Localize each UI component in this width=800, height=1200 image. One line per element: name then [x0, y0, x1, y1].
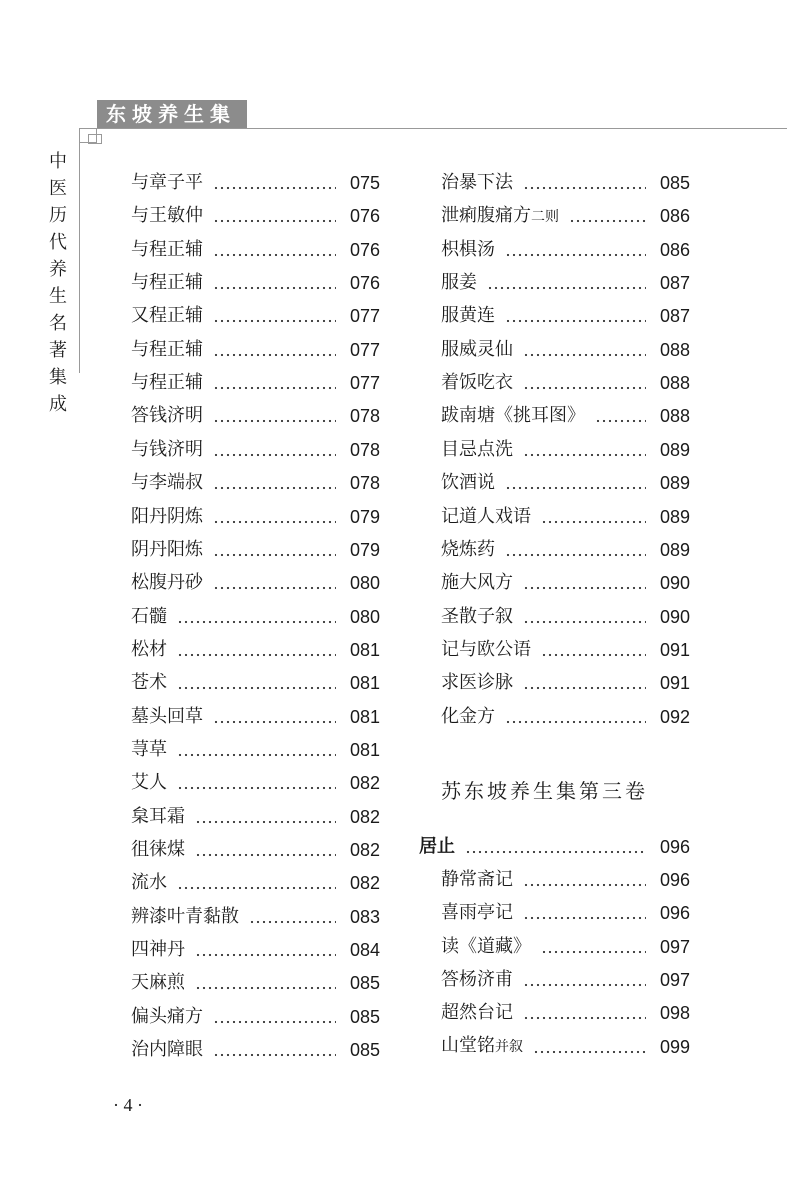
entry-title: [441, 965, 513, 995]
entry-title: [131, 835, 185, 865]
entry-title-text: 跋南塘《挑耳图》: [441, 405, 585, 427]
entry-page-number: 085: [349, 973, 380, 994]
toc-entry: [441, 898, 690, 928]
section-heading: 苏东坡养生集第三卷: [441, 779, 648, 803]
entry-title: [131, 435, 203, 465]
toc-entry: [441, 268, 690, 298]
toc-entry: [419, 832, 690, 862]
entry-title-text: 超然台记: [441, 1002, 513, 1024]
entry-title-text: 记与欧公语: [441, 638, 531, 660]
entry-page-number: 082: [349, 806, 380, 827]
dot-leader: [213, 435, 336, 465]
entry-title-text: 与程正辅: [131, 272, 203, 294]
dot-leader: [213, 268, 336, 298]
toc-entry: [441, 368, 690, 398]
dot-leader: [177, 735, 336, 765]
entry-page-number: 085: [659, 173, 690, 193]
entry-title-text: 服姜: [441, 272, 477, 294]
entry-title-text: 与程正辅: [131, 338, 203, 360]
margin-rule: [79, 143, 80, 373]
toc-entry: [441, 668, 690, 698]
toc-entry: [131, 768, 380, 798]
dot-leader: [195, 935, 336, 965]
entry-title: [131, 635, 167, 665]
entry-page-number: 085: [349, 1040, 380, 1061]
toc-entry: [441, 965, 690, 995]
entry-page-number: 091: [659, 639, 690, 660]
entry-page-number: 082: [349, 773, 380, 794]
entry-title: [441, 702, 495, 732]
entry-title: [131, 502, 203, 532]
entry-page-number: 086: [659, 206, 690, 227]
toc-entry: [131, 668, 380, 698]
dot-leader: [213, 368, 336, 398]
toc-entry: [441, 401, 690, 431]
toc-entry: [131, 968, 380, 998]
entry-page-number: 078: [349, 439, 380, 460]
dot-leader: [505, 235, 646, 265]
toc-entry: [131, 502, 380, 532]
entry-page-number: 076: [349, 206, 380, 227]
entry-title-text: 枲耳霜: [131, 805, 185, 827]
dot-leader: [195, 835, 336, 865]
entry-page-number: 088: [659, 339, 690, 360]
dot-leader: [213, 502, 336, 532]
entry-page-number: 084: [349, 940, 380, 961]
entry-title: [441, 602, 513, 632]
entry-title: [441, 168, 513, 198]
entry-title: [131, 535, 203, 565]
toc-entry: [131, 635, 380, 665]
entry-title: [131, 268, 203, 298]
dot-leader: [177, 868, 336, 898]
entry-page-number: 087: [659, 306, 690, 327]
entry-title: [441, 635, 531, 665]
toc-entry: [131, 802, 380, 832]
entry-page-number: 077: [349, 373, 380, 394]
header-rule: [97, 128, 787, 129]
entry-page-number: 078: [349, 406, 380, 427]
dot-leader: [523, 602, 646, 632]
dot-leader: [213, 335, 336, 365]
entry-page-number: 075: [349, 173, 380, 193]
dot-leader: [177, 668, 336, 698]
entry-title: [441, 301, 495, 331]
entry-title: [131, 335, 203, 365]
entry-title-text: 居止: [419, 836, 455, 857]
entry-title-text: 与程正辅: [131, 372, 203, 394]
entry-title-text: 艾人: [131, 772, 167, 794]
entry-page-number: 078: [349, 473, 380, 494]
dot-leader: [505, 468, 646, 498]
entry-title: [131, 168, 203, 198]
entry-title-text: 与王敏仲: [131, 205, 203, 227]
entry-title-text: 墓头回草: [131, 705, 203, 727]
toc-entry: [131, 735, 380, 765]
entry-title: [131, 235, 203, 265]
entry-title: [131, 868, 167, 898]
toc-entry: [131, 301, 380, 331]
toc-entry: [441, 335, 690, 365]
entry-page-number: 099: [659, 1036, 690, 1057]
dot-leader: [177, 602, 336, 632]
entry-page-number: 086: [659, 239, 690, 260]
entry-page-number: 076: [349, 239, 380, 260]
entry-page-number: 090: [659, 573, 690, 594]
dot-leader: [213, 1035, 336, 1065]
toc-entry: [131, 935, 380, 965]
entry-page-number: 096: [659, 870, 690, 890]
entry-page-number: 081: [349, 639, 380, 660]
dot-leader: [195, 802, 336, 832]
entry-title: [441, 1031, 523, 1062]
entry-title-text: 四神丹: [131, 939, 185, 961]
dot-leader: [213, 201, 336, 231]
entry-page-number: 090: [659, 606, 690, 627]
entry-title: [441, 268, 477, 298]
entry-title-text: 与李端叔: [131, 472, 203, 494]
entry-title-text: 松材: [131, 638, 167, 660]
entry-title-text: 喜雨亭记: [441, 902, 513, 924]
entry-title-text: 化金方: [441, 705, 495, 727]
entry-title-text: 静常斋记: [441, 869, 513, 890]
toc-entry: [441, 702, 690, 732]
entry-title: [441, 668, 513, 698]
dot-leader: [505, 535, 646, 565]
toc-entry: [441, 635, 690, 665]
entry-title-text: 石髓: [131, 605, 167, 627]
dot-leader: [213, 235, 336, 265]
entry-title: [441, 568, 513, 598]
entry-title: [131, 568, 203, 598]
toc-entry: [131, 902, 380, 932]
entry-title-text: 圣散子叙: [441, 605, 513, 627]
entry-title: [131, 735, 167, 765]
entry-title: [441, 201, 559, 232]
entry-page-number: 081: [349, 706, 380, 727]
toc-entry: [131, 1035, 380, 1065]
dot-leader: [505, 702, 646, 732]
dot-leader: [177, 635, 336, 665]
dot-leader: [213, 168, 336, 198]
entry-page-number: 082: [349, 840, 380, 860]
entry-title: [441, 401, 585, 431]
toc-entry: [441, 435, 690, 465]
toc-entry: [131, 602, 380, 632]
entry-page-number: 079: [349, 539, 380, 560]
entry-page-number: 080: [349, 573, 380, 594]
toc-entry: [131, 835, 380, 865]
entry-title-text: 与章子平: [131, 172, 203, 193]
entry-title-text: 山堂铭: [441, 1035, 495, 1057]
entry-title-text: 目忌点洗: [441, 438, 513, 460]
entry-page-number: 085: [349, 1006, 380, 1027]
entry-page-number: 089: [659, 439, 690, 460]
dot-leader: [213, 401, 336, 431]
entry-title-text: 施大风方: [441, 572, 513, 594]
dot-leader: [195, 968, 336, 998]
entry-page-number: 077: [349, 339, 380, 360]
dot-leader: [213, 568, 336, 598]
toc-entry: [441, 865, 690, 895]
entry-title: [441, 468, 495, 498]
entry-title-text: 答钱济明: [131, 405, 203, 427]
dot-leader: [213, 1002, 336, 1032]
dot-leader: [465, 832, 646, 862]
entry-title-text: 又程正辅: [131, 305, 203, 327]
toc-entry: [441, 535, 690, 565]
entry-title: [441, 368, 513, 398]
dot-leader: [249, 902, 336, 932]
dot-leader: [523, 168, 646, 198]
entry-title: [131, 1035, 203, 1065]
toc-entry: [131, 168, 380, 198]
entry-title-text: 着饭吃衣: [441, 372, 513, 394]
dot-leader: [177, 768, 336, 798]
entry-page-number: 089: [659, 506, 690, 527]
corner-ornament-inner: [88, 134, 102, 144]
toc-entry: [131, 468, 380, 498]
dot-leader: [213, 535, 336, 565]
toc-entry: [131, 568, 380, 598]
toc-entry: [131, 868, 380, 898]
toc-entry: [131, 235, 380, 265]
entry-page-number: 096: [659, 837, 690, 857]
dot-leader: [523, 335, 646, 365]
dot-leader: [487, 268, 646, 298]
entry-page-number: 081: [349, 739, 380, 760]
entry-title-note: 并叙: [495, 1039, 523, 1056]
entry-title-text: 流水: [131, 872, 167, 894]
dot-leader: [595, 401, 646, 431]
dot-leader: [569, 201, 646, 231]
toc-entry: [441, 301, 690, 331]
entry-title: [131, 401, 203, 431]
dot-leader: [523, 998, 646, 1028]
entry-title: [131, 802, 185, 832]
entry-page-number: 097: [659, 936, 690, 957]
entry-title: [441, 535, 495, 565]
toc-entry: [131, 268, 380, 298]
entry-title-text: 记道人戏语: [441, 505, 531, 527]
entry-page-number: 092: [659, 706, 690, 727]
entry-title: [131, 201, 203, 231]
entry-title: [131, 902, 239, 932]
entry-title-text: 饮酒说: [441, 472, 495, 494]
dot-leader: [541, 502, 646, 532]
entry-page-number: 098: [659, 1003, 690, 1024]
toc-entry: [131, 1002, 380, 1032]
entry-title-text: 答杨济甫: [441, 969, 513, 991]
entry-title-text: 辨漆叶青黏散: [131, 905, 239, 927]
toc-entry: [441, 201, 690, 231]
entry-page-number: 076: [349, 273, 380, 294]
dot-leader: [523, 898, 646, 928]
entry-page-number: 077: [349, 306, 380, 327]
entry-title: [131, 935, 185, 965]
entry-title-text: 枳椇汤: [441, 238, 495, 260]
entry-title-text: 阳丹阴炼: [131, 505, 203, 527]
entry-page-number: 087: [659, 273, 690, 294]
entry-page-number: 089: [659, 539, 690, 560]
entry-page-number: 088: [659, 406, 690, 427]
toc-entry: [441, 1032, 690, 1062]
entry-page-number: 082: [349, 873, 380, 894]
entry-title-text: 松腹丹砂: [131, 572, 203, 594]
entry-title: [441, 335, 513, 365]
entry-page-number: 089: [659, 473, 690, 494]
dot-leader: [523, 668, 646, 698]
entry-title: [441, 998, 513, 1028]
dot-leader: [523, 368, 646, 398]
series-title: 中医历代养生名著集成: [49, 151, 67, 415]
entry-title-text: 偏头痛方: [131, 1005, 203, 1027]
entry-title: [131, 768, 167, 798]
entry-title: [131, 602, 167, 632]
entry-page-number: 081: [349, 673, 380, 694]
dot-leader: [533, 1032, 646, 1062]
entry-title-text: 治内障眼: [131, 1039, 203, 1061]
entry-page-number: 097: [659, 970, 690, 991]
entry-title-text: 天麻煎: [131, 972, 185, 994]
entry-title: [441, 502, 531, 532]
dot-leader: [213, 301, 336, 331]
toc-entry: [131, 702, 380, 732]
toc-entry: [131, 435, 380, 465]
entry-title-text: 服威灵仙: [441, 338, 513, 360]
entry-title: [131, 702, 203, 732]
entry-title: [441, 435, 513, 465]
entry-title: [131, 968, 185, 998]
dot-leader: [523, 865, 646, 895]
entry-page-number: 080: [349, 606, 380, 627]
entry-title-text: 与钱济明: [131, 438, 203, 460]
entry-title-text: 服黄连: [441, 305, 495, 327]
entry-page-number: 096: [659, 903, 690, 924]
entry-title-text: 治暴下法: [441, 172, 513, 193]
dot-leader: [541, 932, 646, 962]
toc-entry: [131, 401, 380, 431]
entry-title: [131, 468, 203, 498]
entry-title: [131, 368, 203, 398]
dot-leader: [213, 468, 336, 498]
running-title: 东坡养生集: [97, 100, 247, 128]
toc-entry: [441, 502, 690, 532]
toc-entry: [441, 998, 690, 1028]
entry-page-number: 079: [349, 506, 380, 527]
page-number: · 4 ·: [113, 1095, 143, 1115]
entry-title-text: 泄痢腹痛方: [441, 204, 531, 226]
dot-leader: [523, 435, 646, 465]
entry-title-text: 苍术: [131, 672, 167, 694]
toc-entry: [131, 535, 380, 565]
entry-title: [441, 865, 513, 895]
dot-leader: [523, 965, 646, 995]
entry-title: [131, 301, 203, 331]
dot-leader: [505, 301, 646, 331]
toc-entry: [131, 201, 380, 231]
toc-entry: [441, 602, 690, 632]
entry-title-note: 二则: [531, 208, 559, 225]
dot-leader: [213, 702, 336, 732]
entry-page-number: 083: [349, 906, 380, 927]
entry-title: [131, 668, 167, 698]
entry-title-text: 荨草: [131, 738, 167, 760]
entry-title-text: 徂徕煤: [131, 839, 185, 860]
entry-title: [131, 1002, 203, 1032]
entry-title: [441, 235, 495, 265]
toc-entry: [441, 235, 690, 265]
entry-title-text: 读《道藏》: [441, 935, 531, 957]
entry-title-text: 阴丹阳炼: [131, 538, 203, 560]
entry-title: [441, 932, 531, 962]
toc-entry: [441, 568, 690, 598]
toc-entry: [441, 168, 690, 198]
toc-entry: [441, 468, 690, 498]
dot-leader: [523, 568, 646, 598]
entry-title: [419, 832, 455, 862]
toc-entry: [131, 335, 380, 365]
entry-title-text: 烧炼药: [441, 538, 495, 560]
toc-entry: [441, 932, 690, 962]
entry-title-text: 与程正辅: [131, 238, 203, 260]
entry-title-text: 求医诊脉: [441, 672, 513, 694]
entry-page-number: 088: [659, 373, 690, 394]
entry-page-number: 091: [659, 673, 690, 694]
entry-title: [441, 898, 513, 928]
dot-leader: [541, 635, 646, 665]
toc-entry: [131, 368, 380, 398]
